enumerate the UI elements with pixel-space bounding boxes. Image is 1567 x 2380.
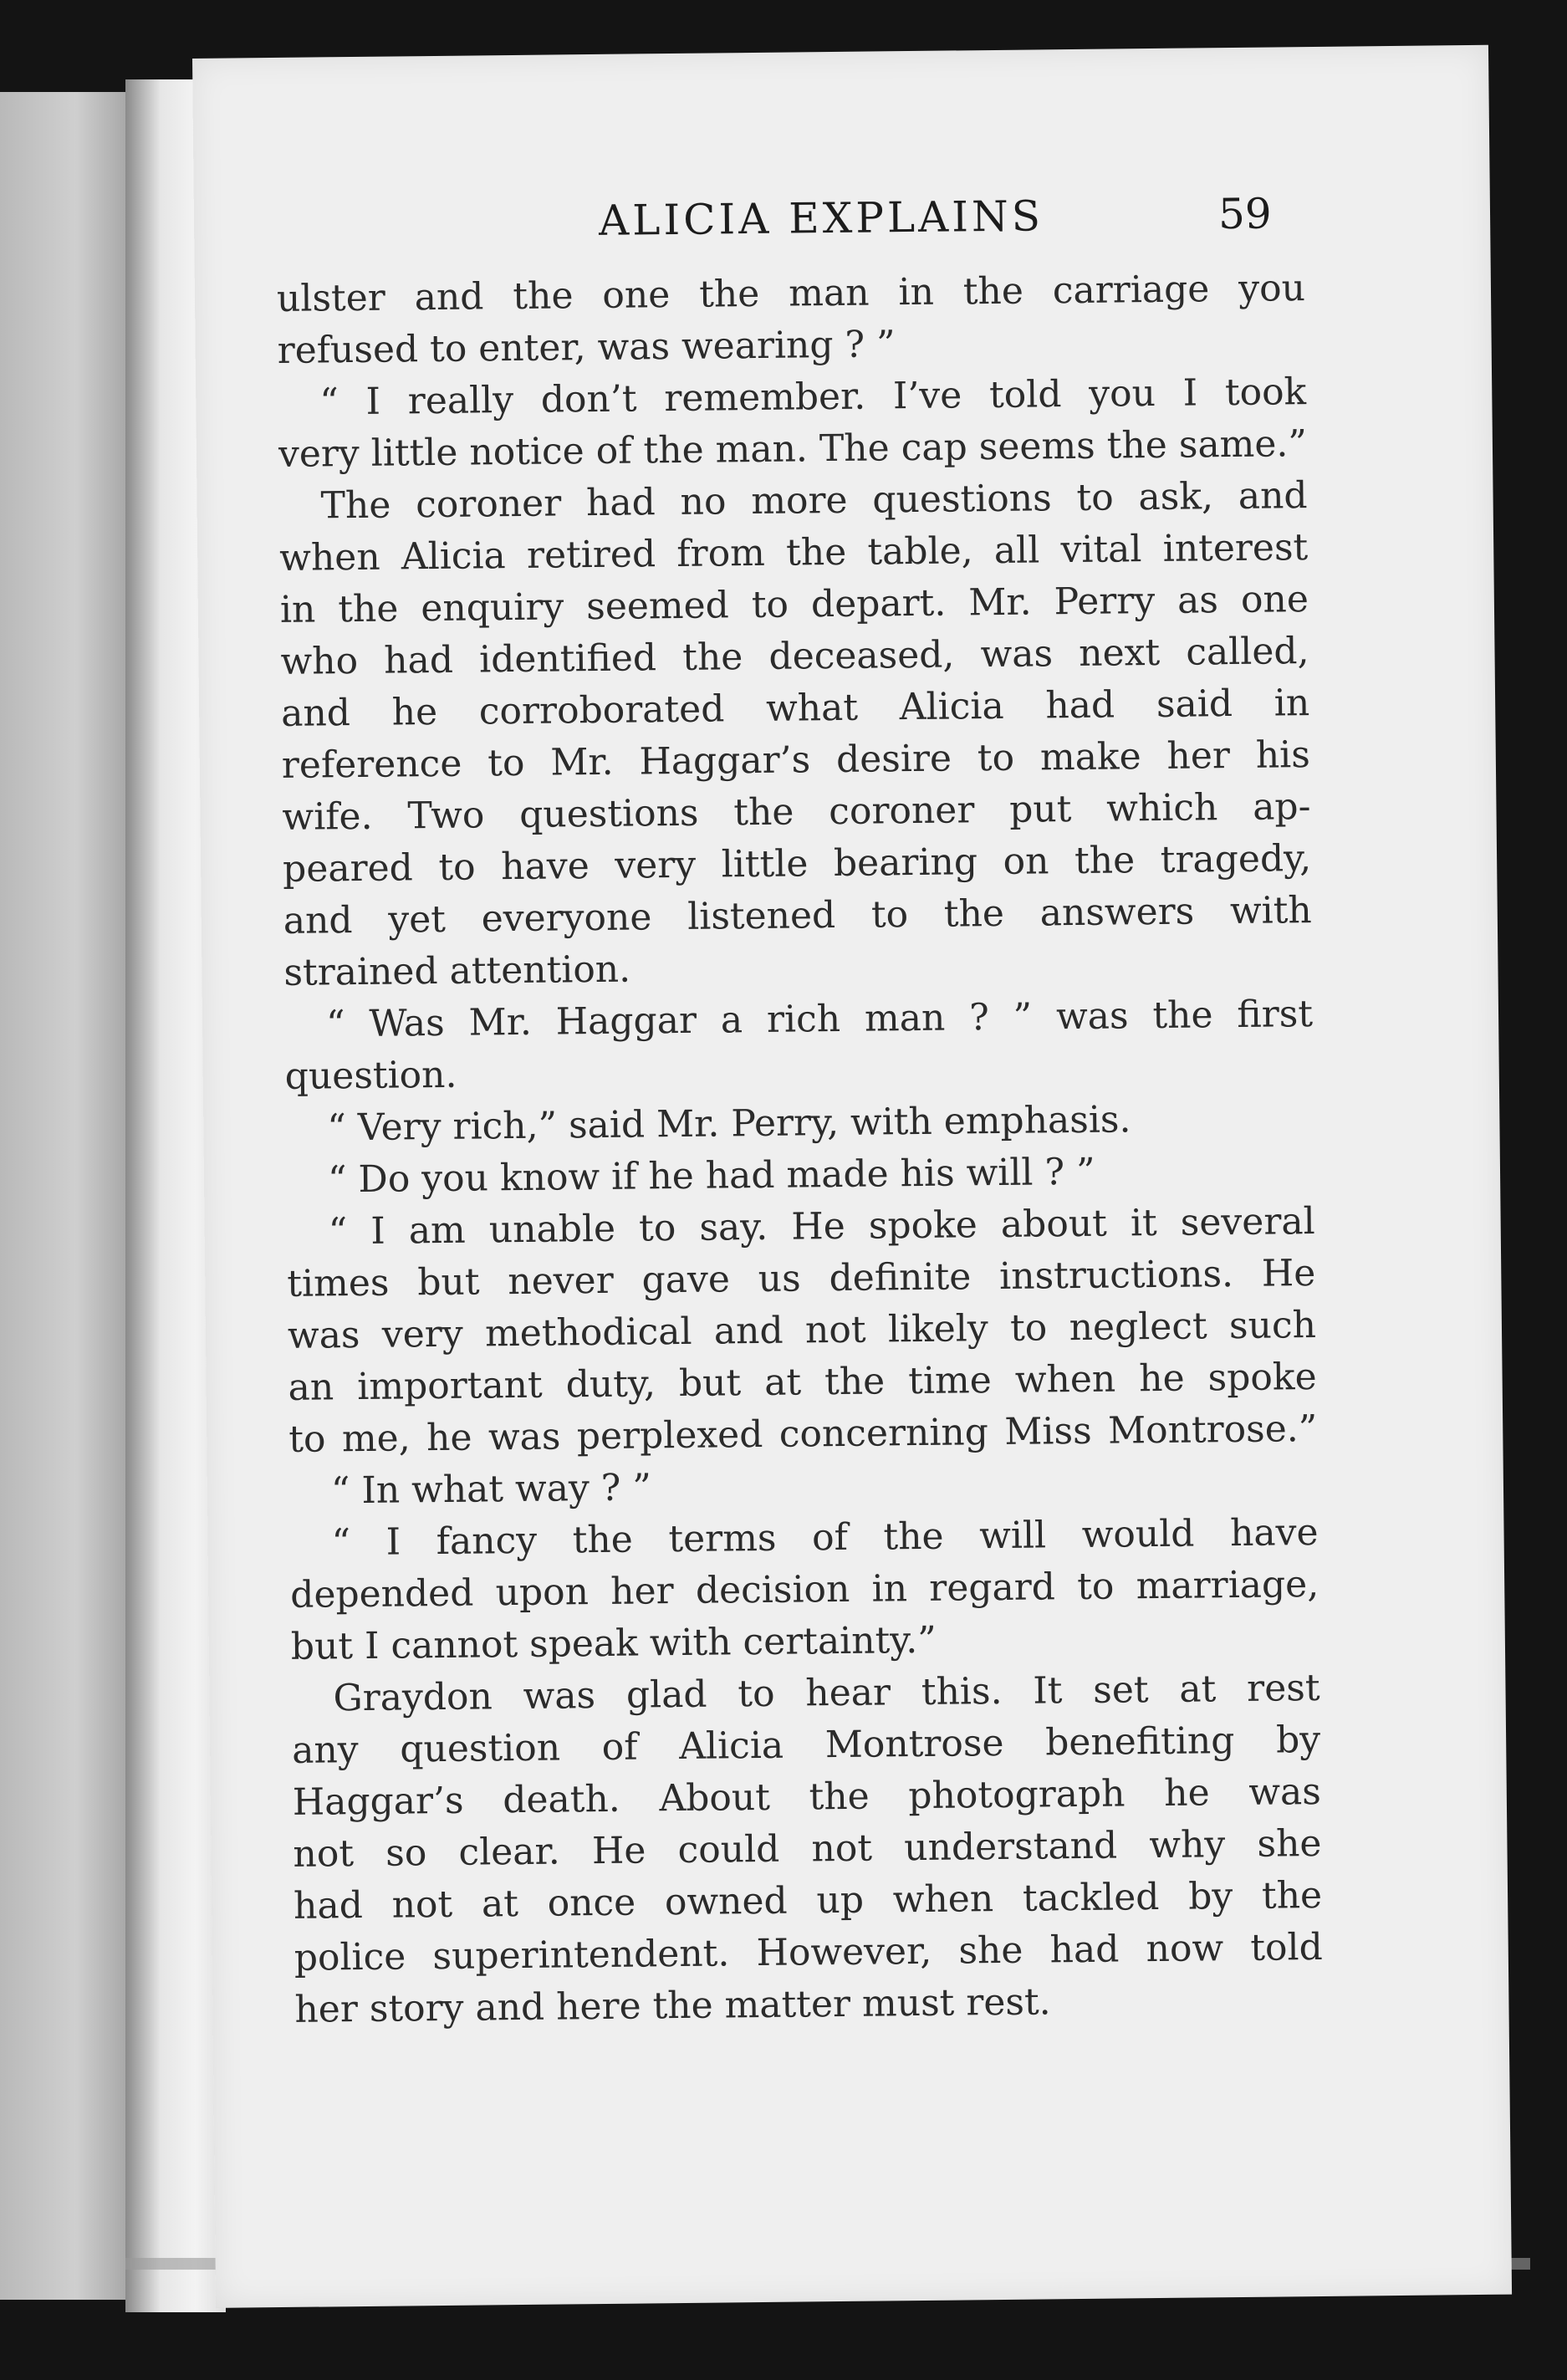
running-title: ALICIA EXPLAINS — [598, 192, 1044, 245]
text-line: strained attention. — [283, 947, 631, 994]
previous-page-edge — [0, 92, 125, 2300]
text-line: any question of Alicia Montrose benefiting by — [291, 1718, 1321, 1772]
text-line: peared to have very little bearing on the tragedy, — [282, 837, 1312, 891]
text-line: Haggar’s death. About the photograph he was — [292, 1770, 1322, 1824]
text-line: “ I fancy the terms of the will would have — [331, 1510, 1319, 1565]
text-line: depended upon her decision in regard to marriage, — [289, 1562, 1319, 1616]
text-line: “ I really don’t remember. I’ve told you I took — [319, 370, 1307, 424]
text-line: and yet everyone listened to the answers with — [283, 889, 1313, 942]
text-line: but I cannot speak with certainty.” — [290, 1618, 937, 1668]
text-line: times but never gave us definite instructions. He — [287, 1252, 1316, 1305]
book-page — [192, 45, 1512, 2308]
text-line: Graydon was glad to hear this. It set at rest — [333, 1666, 1320, 1720]
text-line: her story and here the matter must rest. — [294, 1980, 1051, 2031]
text-line: to me, he was perplexed concerning Miss Montrose.” — [288, 1407, 1318, 1461]
text-line: question. — [284, 1053, 457, 1098]
text-line: an important duty, but at the time when he spoke — [288, 1356, 1317, 1409]
text-line: ulster and the one the man in the carriage you — [276, 267, 1306, 320]
text-line: “ In what way ? ” — [330, 1466, 652, 1513]
text-line: who had identified the deceased, was next called, — [280, 630, 1309, 683]
text-line: had not at once owned up when tackled by the — [293, 1873, 1323, 1928]
text-line: “ Very rich,” said Mr. Perry, with emphasis. — [327, 1098, 1131, 1150]
text-line: reference to Mr. Haggar’s desire to make her his — [281, 733, 1311, 787]
text-line: wife. Two questions the coroner put which ap- — [282, 785, 1311, 839]
text-line: in the enquiry seemed to depart. Mr. Perry as one — [279, 578, 1309, 631]
text-line: The coroner had no more questions to ask, and — [320, 474, 1308, 528]
text-line: “ Was Mr. Haggar a rich man ? ” was the first — [325, 993, 1314, 1046]
text-line: “ I am unable to say. He spoke about it several — [328, 1200, 1315, 1254]
text-line: very little notice of the man. The cap seems the same.” — [278, 422, 1308, 476]
text-line: when Alicia retired from the table, all vital interest — [278, 526, 1309, 580]
text-line: refused to enter, was wearing ? ” — [277, 323, 896, 372]
page-number: 59 — [1217, 189, 1272, 239]
text-line: “ Do you know if he had made his will ? ” — [327, 1150, 1095, 1202]
text-line: and he corroborated what Alicia had said in — [280, 682, 1310, 735]
text-line: was very methodical and not likely to neglect such — [287, 1304, 1317, 1357]
text-line: police superintendent. However, she had now told — [293, 1925, 1323, 1979]
body-text — [277, 263, 1324, 2036]
text-line: not so clear. He could not understand why she — [293, 1821, 1322, 1876]
